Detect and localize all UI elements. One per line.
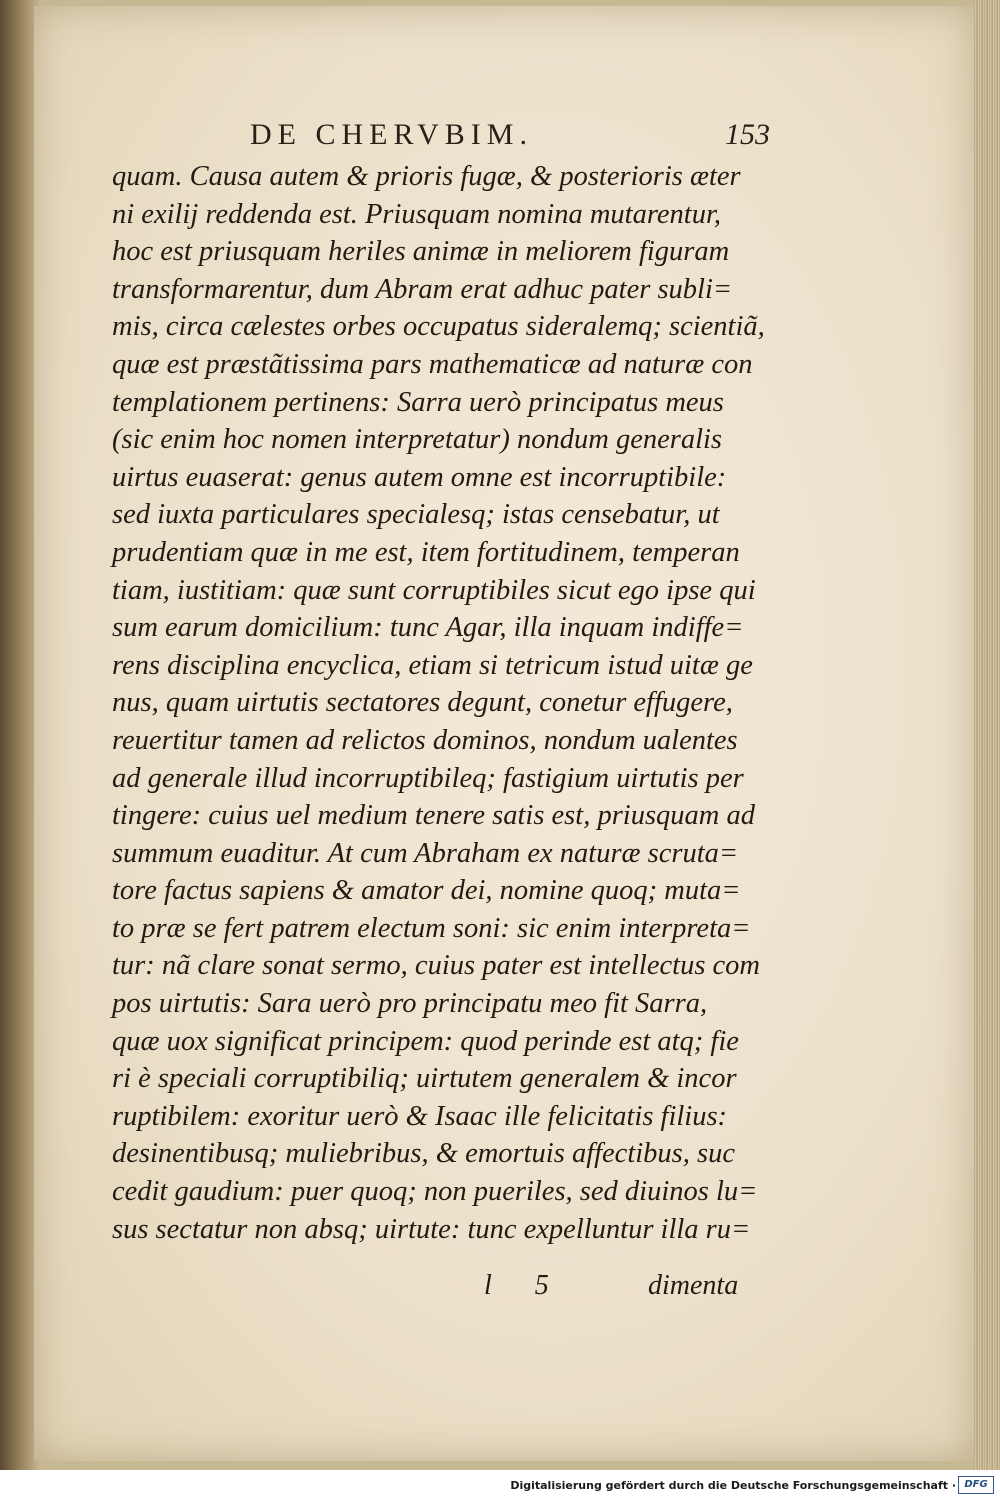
text-line: uirtus euaserat: genus autem omne est incorruptibile: (112, 461, 727, 493)
text-line: (sic enim hoc nomen interpretatur) nondum generalis (112, 424, 723, 456)
text-line: desinentibusq; muliebribus, & emortuis affectibus, suc (112, 1138, 735, 1170)
text-line: hoc est priusquam heriles animæ in meliorem figuram (112, 236, 730, 268)
funding-credit: Digitalisierung gefördert durch die Deutsche Forschungsgemeinschaft · (510, 1479, 956, 1492)
page-header (250, 118, 770, 158)
signature-mark: l 5 (484, 1270, 567, 1301)
text-line: ri è speciali corruptibiliq; uirtutem generalem & incor (112, 1063, 737, 1095)
page-number: 153 (725, 118, 770, 151)
running-title: DE CHERVBIM. (250, 118, 533, 151)
text-line: sum earum domicilium: tunc Agar, illa inquam indiffe= (112, 612, 744, 644)
text-line: tiam, iustitiam: quæ sunt corruptibiles sicut ego ipse qui (112, 574, 756, 606)
text-line: ni exilij reddenda est. Priusquam nomina mutarentur, (112, 198, 722, 230)
text-line: templationem pertinens: Sarra uerò principatus meus (112, 386, 724, 418)
text-line: sed iuxta particulares specialesq; istas censebatur, ut (112, 499, 720, 531)
text-line: reuertitur tamen ad relictos dominos, nondum ualentes (112, 724, 738, 756)
text-line: summum euaditur. At cum Abraham ex naturæ scruta= (112, 837, 739, 869)
text-line: quæ est præstãtissima pars mathematicæ ad naturæ con (112, 348, 753, 380)
text-line: prudentiam quæ in me est, item fortitudinem, temperan (112, 536, 740, 568)
text-line: tore factus sapiens & amator dei, nomine quoq; muta= (112, 875, 741, 907)
page-edges (974, 0, 1000, 1470)
body-text (112, 158, 765, 1248)
text-line: sus sectatur non absq; uirtute: tunc expelluntur illa ru= (112, 1213, 751, 1245)
text-line: to præ se fert patrem electum soni: sic enim interpreta= (112, 912, 751, 944)
text-line: ad generale illud incorruptibileq; fastigium uirtutis per (112, 762, 744, 794)
text-line: tur: nã clare sonat sermo, cuius pater est intellectus com (112, 950, 761, 982)
text-line: quæ uox significat principem: quod perinde est atq; fie (112, 1025, 739, 1057)
dfg-logo-icon: DFG (958, 1476, 994, 1494)
digitization-footer (0, 1470, 1000, 1499)
text-line: ruptibilem: exoritur uerò & Isaac ille felicitatis filius: (112, 1100, 728, 1132)
text-line: transformarentur, dum Abram erat adhuc pater subli= (112, 273, 733, 305)
text-line: nus, quam uirtutis sectatores degunt, conetur effugere, (112, 687, 733, 719)
text-line: pos uirtutis: Sara uerò pro principatu meo fit Sarra, (112, 988, 708, 1020)
text-line: quam. Causa autem & prioris fugæ, & posterioris æter (112, 161, 741, 192)
text-line: cedit gaudium: puer quoq; non pueriles, sed diuinos lu= (112, 1176, 758, 1208)
catchword: dimenta (648, 1270, 739, 1301)
text-line: mis, circa cælestes orbes occupatus sideralemq; scientiã, (112, 311, 765, 343)
text-line: rens disciplina encyclica, etiam si tetricum istud uitæ ge (112, 649, 753, 681)
margin-bleed-through (36, 166, 50, 866)
text-line: tingere: cuius uel medium tenere satis est, priusquam ad (112, 800, 756, 832)
